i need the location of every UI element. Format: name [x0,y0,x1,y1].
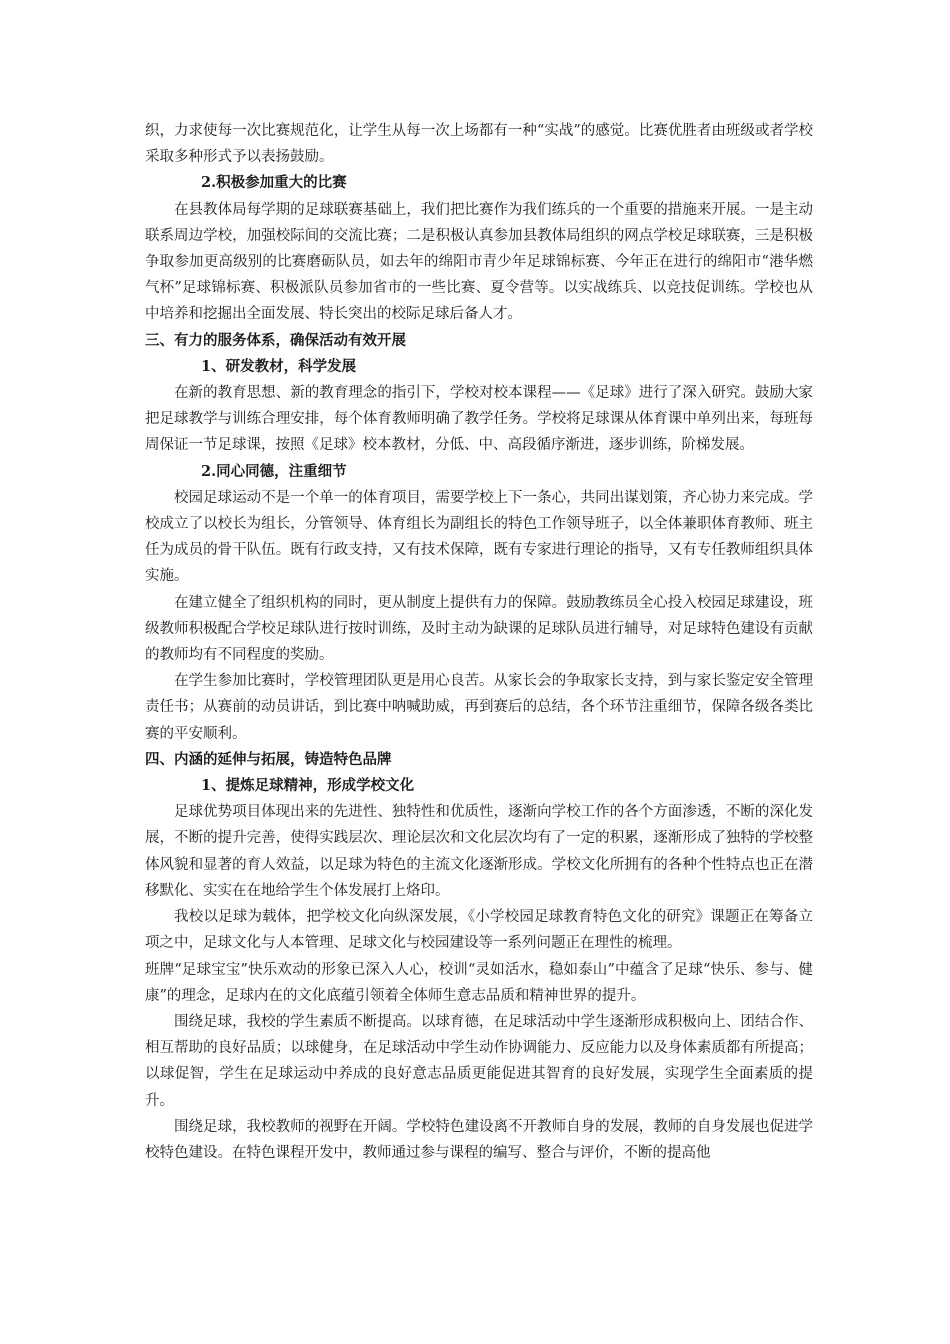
subheading-3-2: 2.同心同德，注重细节 [201,462,347,480]
paragraph-3-2b: 在建立健全了组织机构的同时，更从制度上提供有力的保障。鼓励教练员全心投入校园足球建设，班级教师积极配合学校足球队进行按时训练，及时主动为缺课的足球队员进行辅导，对足球特色建设有贡献的教师均有不同程度的奖励。 [145,594,813,664]
paragraph-3-1: 在新的教育思想、新的教育理念的指引下，学校对校本课程——《足球》进行了深入研究。鼓励大家把足球教学与训练合理安排，每个体育教师明确了教学任务。学校将足球课从体育课中单列出来，每班每周保证一节足球课，按照《足球》校本教材，分低、中、高段循序渐进，逐步训练，阶梯发展。 [145,385,813,454]
paragraph-4-1d: 围绕足球，我校的学生素质不断提高。以球育德，在足球活动中学生逐渐形成积极向上、团结合作、相互帮助的良好品质；以球健身，在足球活动中学生动作协调能力、反应能力以及身体素质都有所提高；以球促智，学生在足球运动中养成的良好意志品质更能促进其智育的良好发展，实现学生全面素质的提升。 [145,1013,813,1109]
subheading-2-2: 2.积极参加重大的比赛 [201,174,347,192]
paragraph-2-2: 在县教体局每学期的足球联赛基础上，我们把比赛作为我们练兵的一个重要的措施来开展。一是主动联系周边学校，加强校际间的交流比赛；二是积极认真参加县教体局组织的网点学校足球联赛，三是积极争取参加更高级别的比赛磨砺队员，如去年的绵阳市青少年足球锦标赛、今年正在进行的绵阳市“港华燃气杯”足球锦标赛、积极派队员参加省市的一些比赛、夏令营等。以实战练兵、以竞技促训练。学校也从中培养和挖掘出全面发展、特长突出的校际足球后备人才。 [145,201,813,323]
subheading-4-1: 1、提炼足球精神，形成学校文化 [201,777,415,795]
subheading-3-1: 1、研发教材，科学发展 [201,357,357,375]
paragraph-4-1e: 围绕足球，我校教师的视野在开阔。学校特色建设离不开教师自身的发展，教师的自身发展也促进学校特色建设。在特色课程开发中，教师通过参与课程的编写、整合与评价，不断的提高他 [145,1118,813,1161]
paragraph-3-2a: 校园足球运动不是一个单一的体育项目，需要学校上下一条心，共同出谋划策，齐心协力来完成。学校成立了以校长为组长，分管领导、体育组长为副组长的特色工作领导班子，以全体兼职体育教师、班主任为成员的骨干队伍。既有行政支持，又有技术保障，既有专家进行理论的指导，又有专任教师组织具体实施。 [145,489,813,585]
paragraph-4-1a: 足球优势项目体现出来的先进性、独特性和优质性，逐渐向学校工作的各个方面渗透，不断的深化发展，不断的提升完善，使得实践层次、理论层次和文化层次均有了一定的积累，逐渐形成了独特的学校整体风貌和显著的育人效益，以足球为特色的主流文化逐渐形成。学校文化所拥有的各种个性特点也正在潜移默化、实实在在地给学生个体发展打上烙印。 [145,804,813,899]
paragraph-intro: 织，力求使每一次比赛规范化，让学生从每一次上场都有一种“实战”的感觉。比赛优胜者由班级或者学校采取多种形式予以表扬鼓励。 [145,123,813,166]
paragraph-3-2c: 在学生参加比赛时，学校管理团队更是用心良苦。从家长会的争取家长支持，到与家长鉴定安全管理责任书；从赛前的动员讲话，到比赛中呐喊助威，再到赛后的总结，各个环节注重细节，保障各级各类比赛的平安顺利。 [145,673,813,742]
paragraph-4-1c: 班牌“足球宝宝”快乐欢动的形象已深入人心，校训“灵如活水，稳如泰山”中蕴含了足球“快乐、参与、健康”的理念，足球内在的文化底蕴引领着全体师生意志品质和精神世界的提升。 [145,961,813,1004]
document-page [145,118,813,1166]
section-heading-3: 三、有力的服务体系，确保活动有效开展 [145,331,406,349]
paragraph-4-1b: 我校以足球为载体，把学校文化向纵深发展，《小学校园足球教育特色文化的研究》课题正在筹备立项之中，足球文化与人本管理、足球文化与校园建设等一系列问题正在理性的梳理。 [145,909,813,952]
section-heading-4: 四、内涵的延伸与拓展，铸造特色品牌 [145,750,392,768]
